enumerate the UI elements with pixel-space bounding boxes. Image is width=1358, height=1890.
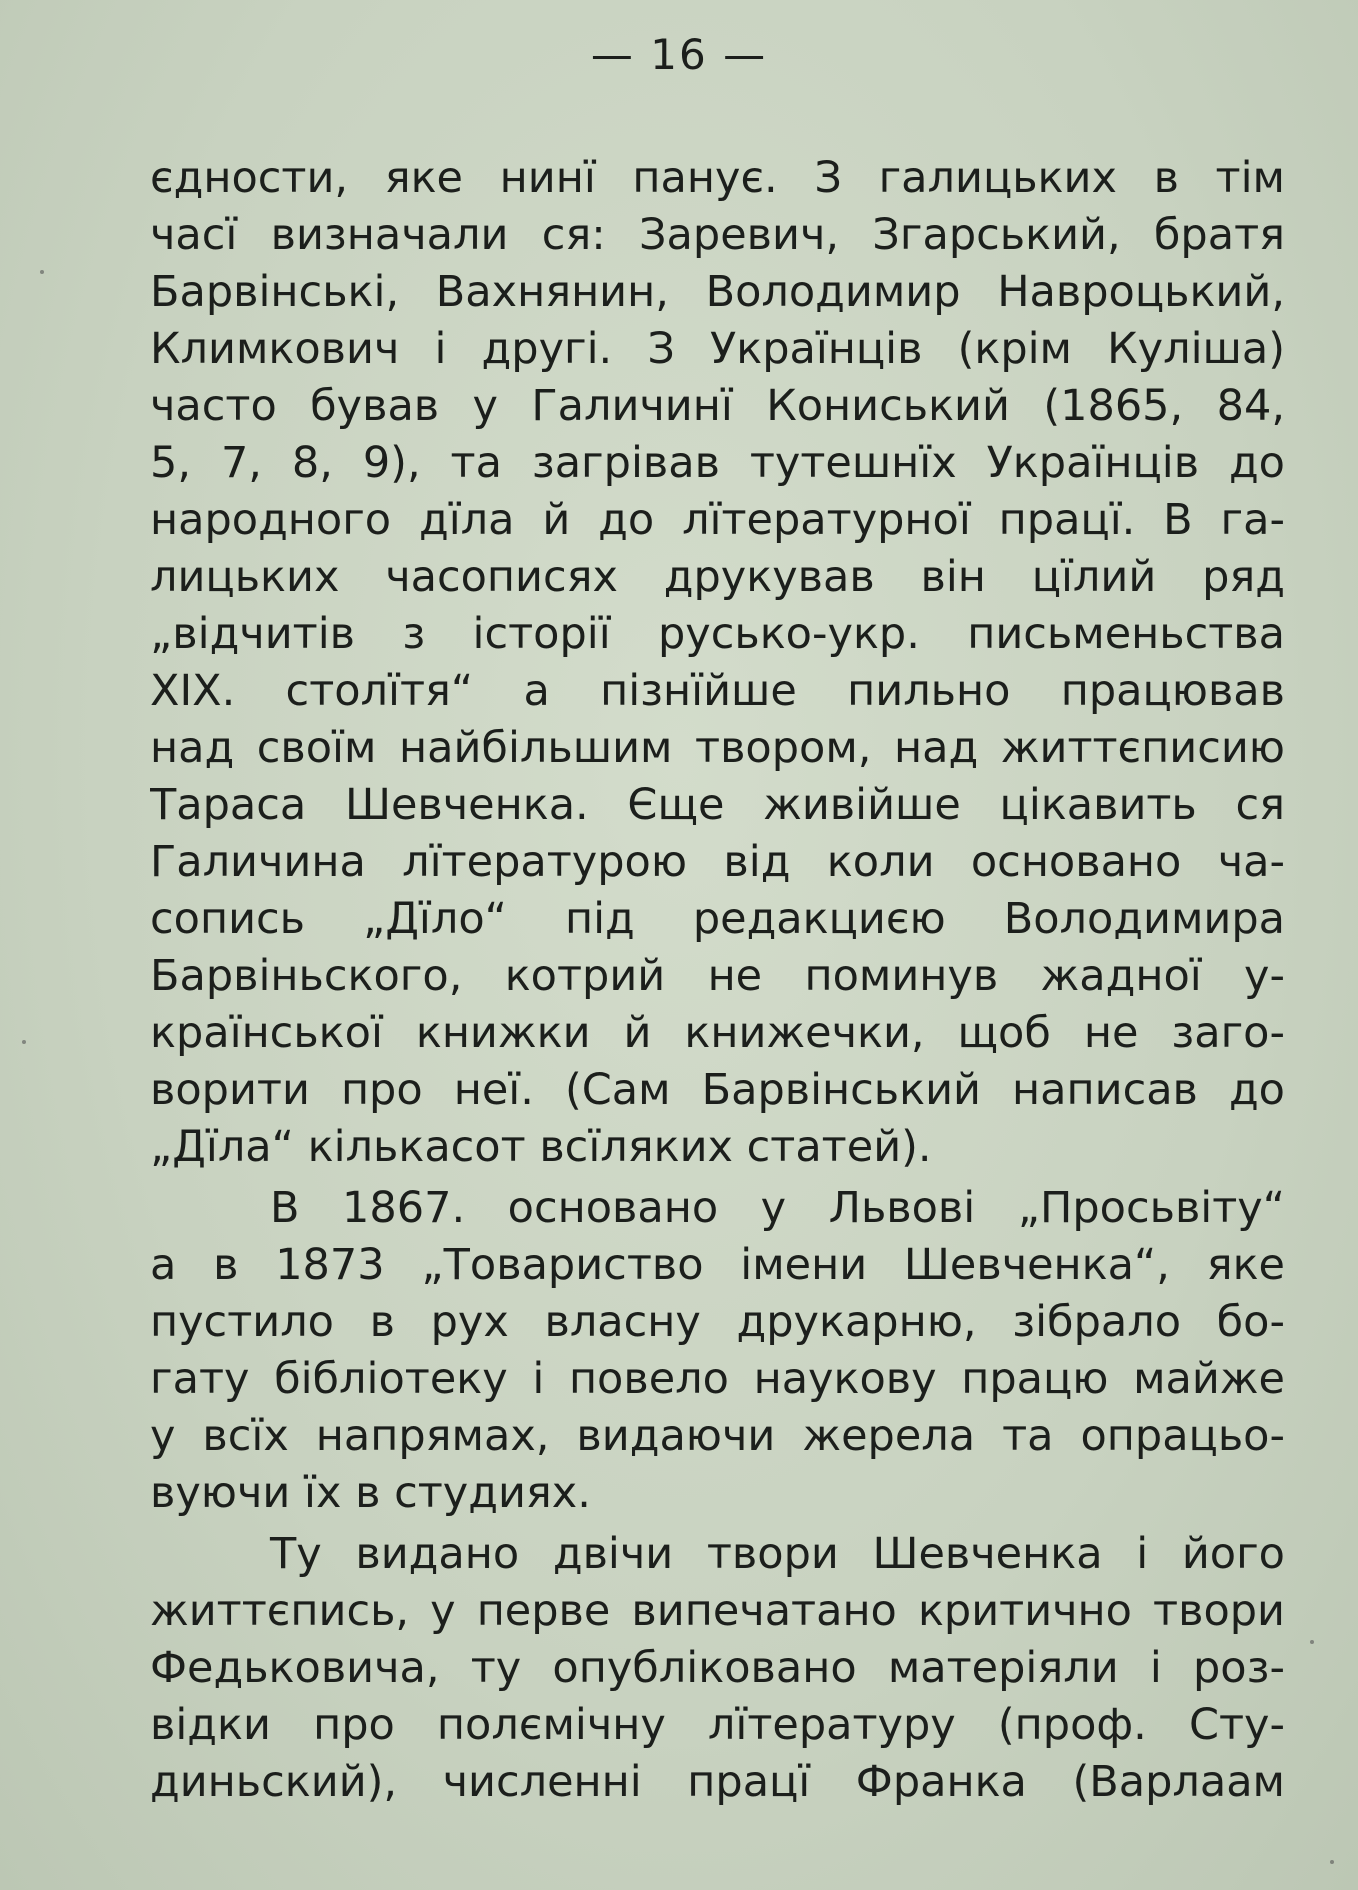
- body-text: [150, 150, 1285, 1811]
- text-line: 5, 7, 8, 9), та загрівав тутешнїх Українців до: [150, 438, 1285, 488]
- text-line: у всїх напрямах, видаючи жерела та опрацьо-: [150, 1411, 1285, 1461]
- text-line: В 1867. основано у Львові „Просьвіту“: [270, 1183, 1285, 1233]
- text-line: Климкович і другі. З Українців (крім Куліша): [150, 324, 1285, 374]
- text-line: лицьких часописях друкував він цїлий ряд: [150, 552, 1285, 602]
- text-line: Тараса Шевченка. Єще живійше цікавить ся: [150, 780, 1285, 830]
- text-line: вуючи їх в студиях.: [150, 1468, 591, 1518]
- text-line: над своїм найбільшим твором, над життєписию: [150, 723, 1285, 773]
- text-line: гату бібліотеку і повело наукову працю майже: [150, 1354, 1285, 1404]
- paragraph-3: [150, 1526, 1285, 1811]
- text-line: народного дїла й до лїтературної працї. В га-: [150, 495, 1285, 545]
- text-line: Барвінські, Вахнянин, Володимир Навроцький,: [150, 267, 1285, 317]
- text-line: відки про полємічну лїтературу (проф. Сту-: [150, 1700, 1285, 1750]
- text-line: ворити про неї. (Сам Барвінський написав до: [150, 1065, 1285, 1115]
- text-line: „Дїла“ кількасот всїляких статей).: [150, 1122, 932, 1172]
- text-line: Федьковича, ту опубліковано матеріяли і роз-: [150, 1643, 1285, 1693]
- page-number: — 16 —: [590, 30, 768, 79]
- paragraph-2: [150, 1180, 1285, 1522]
- text-line: життєпись, у перве випечатано критично твори: [150, 1586, 1285, 1636]
- text-line: а в 1873 „Товариство імени Шевченка“, яке: [150, 1240, 1285, 1290]
- text-line: „відчитів з історії русько-укр. письменьства: [150, 609, 1285, 659]
- text-line: пустило в рух власну друкарню, зібрало бо-: [150, 1297, 1285, 1347]
- text-line: Барвіньского, котрий не поминув жадної у-: [150, 951, 1285, 1001]
- paper-speck: [22, 1040, 26, 1044]
- text-line: часто бував у Галичинї Кониський (1865, 84,: [150, 381, 1285, 431]
- text-line: Галичина лїтературою від коли основано ча-: [150, 837, 1285, 887]
- text-line: часї визначали ся: Заревич, Згарський, братя: [150, 210, 1285, 260]
- text-line: сопись „Дїло“ під редакциєю Володимира: [150, 894, 1285, 944]
- paper-speck: [1310, 1640, 1314, 1644]
- text-line: диньский), численні працї Франка (Варлаам: [150, 1757, 1285, 1807]
- paragraph-1: [150, 150, 1285, 1176]
- paper-speck: [1330, 1860, 1334, 1864]
- paper-speck: [40, 270, 44, 274]
- text-line: Ту видано двічи твори Шевченка і його: [270, 1529, 1285, 1579]
- text-line: єдности, яке нинї панує. З галицьких в тім: [150, 153, 1285, 203]
- text-line: XIX. столїтя“ а пізнїйше пильно працював: [150, 666, 1285, 716]
- text-line: країнської книжки й книжечки, щоб не заго-: [150, 1008, 1285, 1058]
